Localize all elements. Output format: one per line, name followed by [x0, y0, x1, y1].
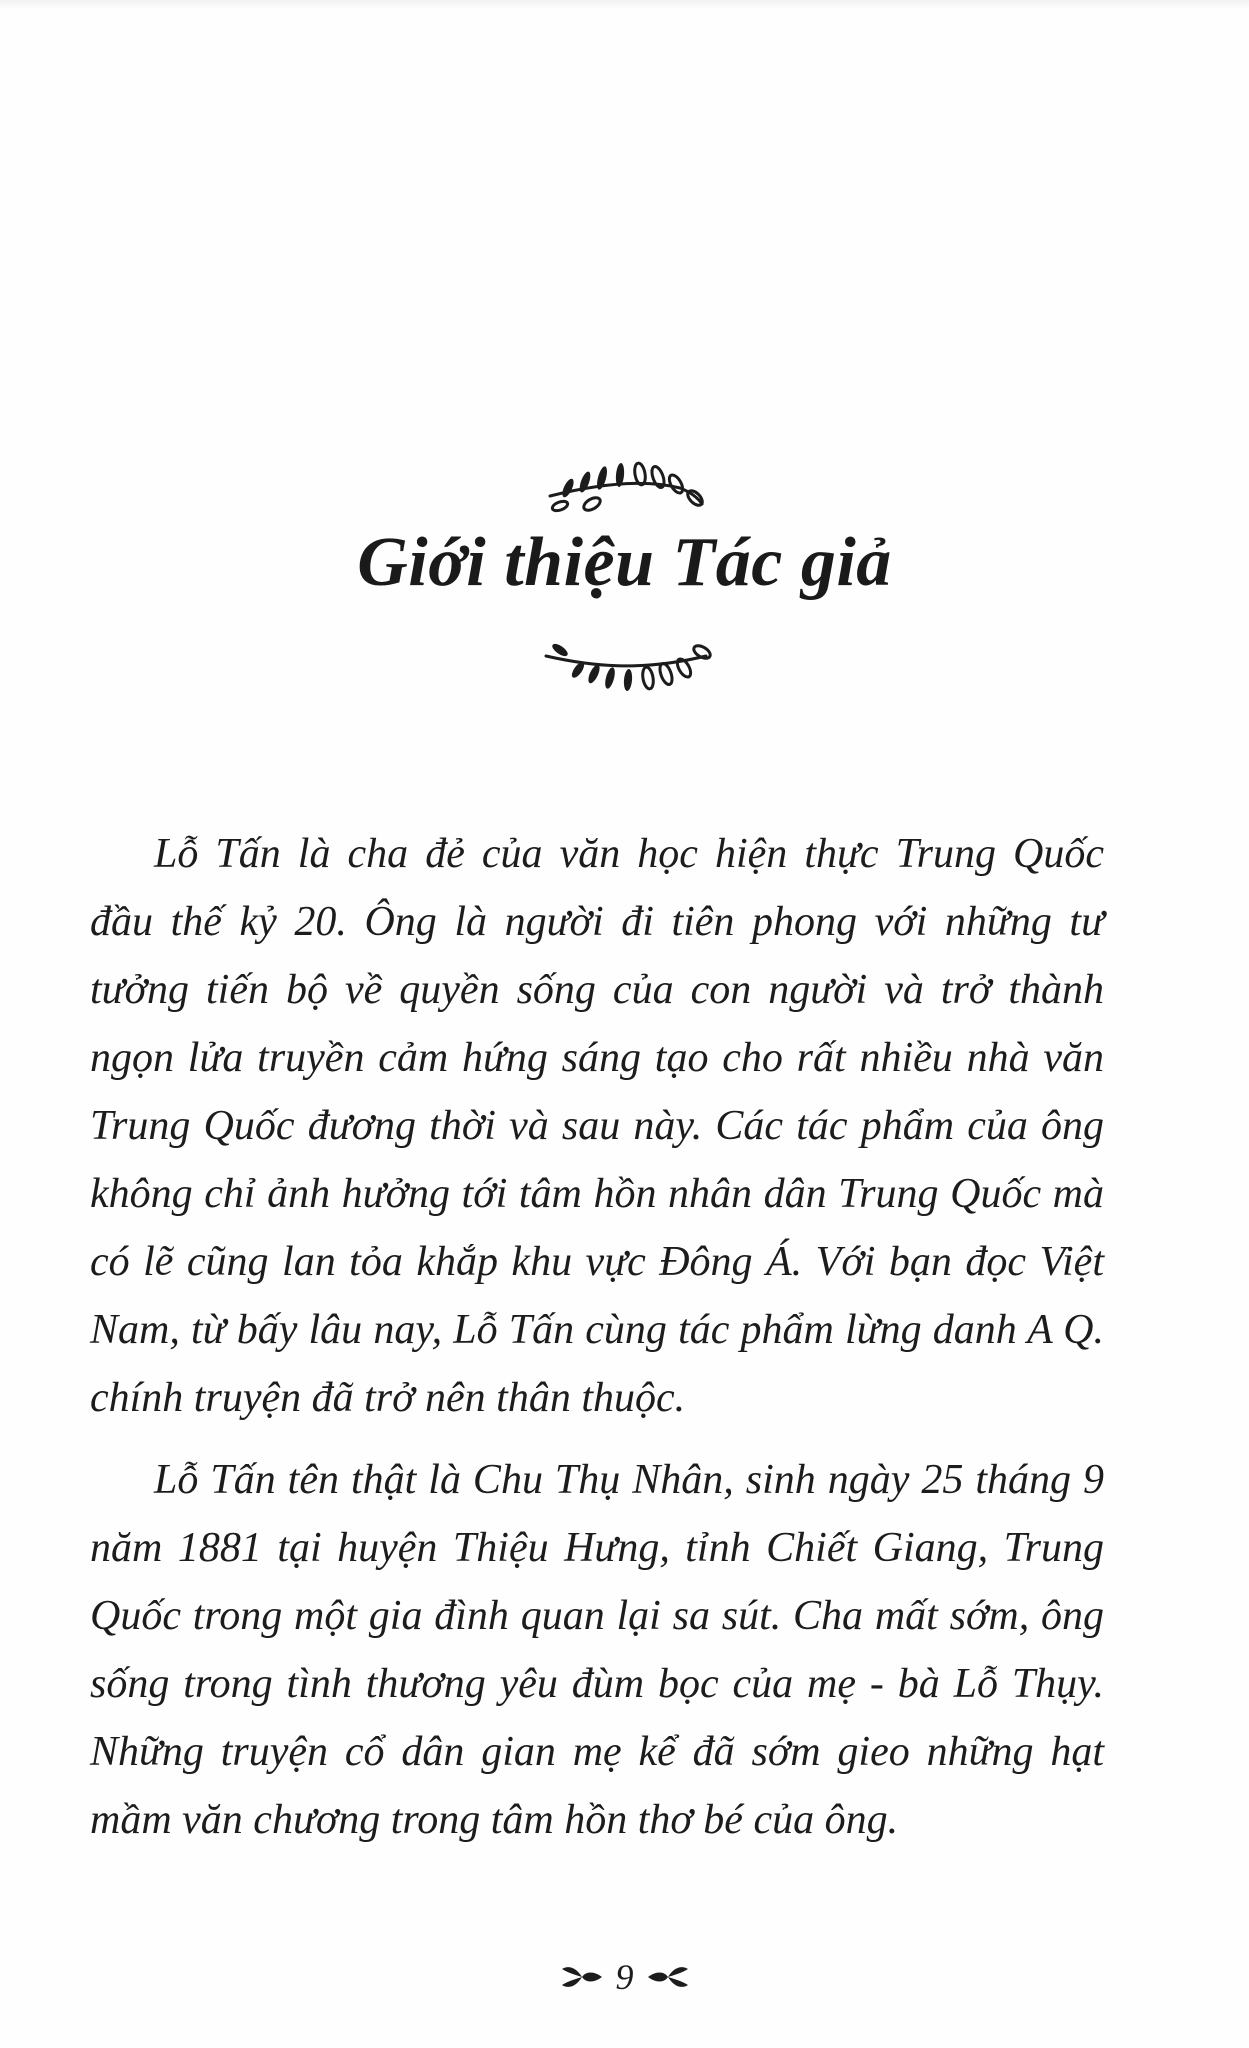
laurel-branch-bottom-svg — [530, 636, 720, 706]
laurel-branch-icon — [530, 448, 720, 518]
paragraph-2: Lỗ Tấn tên thật là Chu Thụ Nhân, sinh ngày 25 tháng 9 năm 1881 tại huyện Thiệu Hưng, tỉnh Chiết Giang, Trung Quốc trong một gia đình quan lại sa sút. Cha mất sớm, ông sống trong tình thương yêu đùm bọc của mẹ - bà Lỗ Thụy. Những truyện cổ dân gian mẹ kể đã sớm gieo những hạt mầm văn chương trong tâm hồn thơ bé của ông. — [90, 1457, 1104, 1843]
page-top-edge — [0, 0, 1249, 10]
flourish-left-icon — [558, 1961, 606, 1993]
paragraph-1: Lỗ Tấn là cha đẻ của văn học hiện thực Trung Quốc đầu thế kỷ 20. Ông là người đi tiên phong với những tư tưởng tiến bộ về quyền sống của con người và trở thành ngọn lửa truyền cảm hứng sáng tạo cho rất nhiều nhà văn Trung Quốc đương thời và sau này. Các tác phẩm của ông không chỉ ảnh hưởng tới tâm hồn nhân dân Trung Quốc mà có lẽ cũng lan tỏa khắp khu vực Đông Á. Với bạn đọc Việt Nam, từ bấy lâu nay, Lỗ Tấn cùng tác phẩm lừng danh A Q. chính truyện đã trở nên thân thuộc. — [90, 831, 1104, 1421]
chapter-title: Giới thiệu Tác giả — [357, 524, 892, 601]
laurel-branch-top-svg — [530, 448, 720, 518]
flourish-right-icon — [644, 1961, 692, 1993]
page-number-footer — [0, 1952, 1249, 2002]
page-number: 9 — [615, 1957, 634, 1997]
body-text — [90, 820, 1104, 1854]
laurel-branch-icon — [530, 636, 720, 706]
